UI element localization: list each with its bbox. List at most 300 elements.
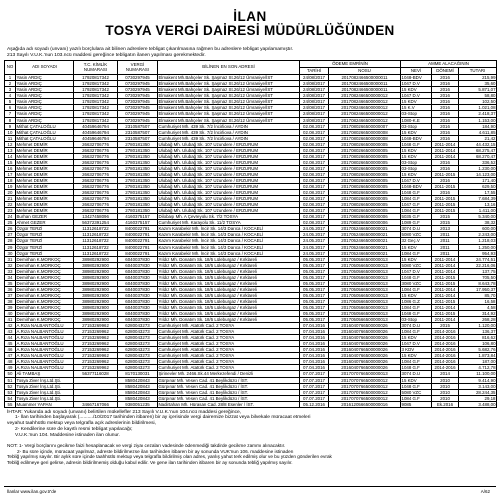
cell-number: 2017050566500000013 — [329, 256, 401, 262]
cell-amount: 5.871,07 — [459, 87, 497, 93]
cell-tckn: 27153269962 — [74, 341, 118, 347]
cell-amount: 336,52 — [459, 159, 497, 165]
cell-type: 1047 G.F — [401, 202, 432, 208]
cell-amount: 4,58 — [459, 304, 497, 310]
cell-tckn: 11312618722 — [74, 250, 118, 256]
cell-address: Ulubağ Mh. Ulubağ Sk. 107 Uzundere / ERZURUM — [158, 196, 300, 202]
cell-period: 2011 — [432, 250, 459, 256]
page — [4, 4, 496, 496]
footer-code: A/62 — [480, 489, 490, 494]
cell-tckn: 26632706776 — [74, 190, 118, 196]
cell-name: Mehmet DEMİR — [16, 208, 74, 214]
cell-period: 2016 — [432, 165, 459, 171]
cell-date: 24/08/2017 — [300, 105, 329, 111]
cell-vkn: 6040037830 — [118, 280, 158, 286]
cell-number: 2017050566500000013 — [329, 298, 401, 304]
cell-tckn: 26632706776 — [74, 147, 118, 153]
cell-amount: 17,55 — [459, 190, 497, 196]
cell-vkn: 2780181350 — [118, 141, 158, 147]
cell-number: 2017080266500000005 — [329, 141, 401, 147]
cell-vkn: 6040037830 — [118, 317, 158, 323]
cell-type: 1047 D.V — [401, 341, 432, 347]
cell-name: Mehmet DEMİR — [16, 202, 74, 208]
cell-type: 1047 D.V — [401, 81, 432, 87]
note-line: NOT: 1- Vergi borçlarını gecikme faizi hesaplanacak ve vergi ziyaı cezaları vadesinde ödenmediği takdirde gecikme zammı alınacaktır. — [7, 443, 286, 449]
cell-number: 2017082466500000012 — [329, 99, 401, 105]
cell-name: Demirhan K.MORKOÇ — [16, 280, 74, 286]
cell-tckn: 26632706776 — [74, 202, 118, 208]
cell-amount: 629,50 — [459, 184, 497, 190]
cell-number: 2017080266500000005 — [329, 177, 401, 183]
cell-type: 15 K.V — [401, 105, 432, 111]
cell-name: A.Rıza NALBANTOĞLU — [16, 347, 74, 353]
cell-date: 07.04.2016 — [300, 335, 329, 341]
cell-period: 2016 — [432, 123, 459, 129]
cell-period: 2010 — [432, 377, 459, 383]
cell-amount: 58,80 — [459, 93, 497, 99]
cell-number: 2017080266500000006 — [329, 220, 401, 226]
cell-type: 15 KDV — [401, 153, 432, 159]
cell-number: 2016040766500000026 — [329, 341, 401, 347]
cell-date: 05.05.2017 — [300, 280, 329, 286]
cell-amount: 3.488,00 — [459, 401, 497, 407]
cell-amount: 29,18 — [459, 395, 497, 401]
cell-date: 02.08.2017 — [300, 135, 329, 141]
cell-number: 2017082466500000012 — [329, 111, 401, 117]
cell-name: Demirhan K.MORKOÇ — [16, 298, 74, 304]
cell-tckn: 27153269962 — [74, 347, 118, 353]
cell-amount: 268,28 — [459, 317, 497, 323]
cell-type: 1048 G.F — [401, 365, 432, 371]
cell-period: 2014-2016 — [432, 335, 459, 341]
cell-vkn: 2780181350 — [118, 184, 158, 190]
cell-type: 1048 G.F — [401, 311, 432, 317]
cell-tckn: 26632706776 — [74, 165, 118, 171]
cell-amount: 11.100,00 — [459, 371, 497, 377]
cell-no: 4 — [5, 93, 16, 99]
cell-name: A.Rıza NALBANTOĞLU — [16, 329, 74, 335]
cell-amount: 1.411,00 — [459, 208, 497, 214]
cell-vkn: 0730297945 — [118, 105, 158, 111]
cell-vkn: 0730297945 — [118, 117, 158, 123]
cell-vkn: 8580420843 — [118, 395, 158, 401]
cell-address: Yıldız Mh. Donatım Sk. 18/5 Lüleburgaz / Kırklareli — [158, 286, 300, 292]
cell-type: 5035 G.F — [401, 214, 432, 220]
cell-period: 2014-2016 — [432, 353, 459, 359]
cell-amount: 5.682,76 — [459, 347, 497, 353]
cell-name: Tosya Ziver İnş.Ltd.Şti. — [16, 395, 74, 401]
cell-no: 25 — [5, 220, 16, 226]
cell-address: Elmakent Mh.Bahçeler Sk. Şaşmaz St.26/12 Ümraniye/İST — [158, 105, 300, 111]
cell-vkn: 2780181350 — [118, 159, 158, 165]
cell-date: 05.05.2017 — [300, 286, 329, 292]
cell-address: Cumhuriyet Mh. 439 Sk. 7/2 İncirliova / AYDIN — [158, 123, 300, 129]
cell-type: 03-Stop — [401, 165, 432, 171]
cell-period: 2016 — [432, 190, 459, 196]
cell-type: 5080 VZC — [401, 262, 432, 268]
cell-number: 2017080266500000005 — [329, 184, 401, 190]
cell-name: Mithat ÇATALOĞLU — [16, 129, 74, 135]
warning-line: V.U.K.'nun 104. Maddesine istinaden ilan olunur. — [15, 432, 120, 438]
cell-date: 07.07.2017 — [300, 371, 329, 377]
cell-address: Ulubağ Mh. Ulubağ Sk. 107 Uzundere / ERZURUM — [158, 165, 300, 171]
cell-tckn: 26632706776 — [74, 159, 118, 165]
cell-type: 1047 D.V — [401, 268, 432, 274]
cell-tckn: 40459646794 — [74, 135, 118, 141]
cell-tckn: 38980292900 — [74, 262, 118, 268]
cell-amount: 68.270,47 — [459, 153, 497, 159]
cell-amount: 2.418,37 — [459, 111, 497, 117]
cell-date: 07.07.2017 — [300, 395, 329, 401]
cell-date: 05.05.2017 — [300, 317, 329, 323]
cell-vkn: 9380051235 — [118, 401, 158, 407]
warning-line: İHTAR: Yukarıda adı soyadı (unvanı) belirtilen mükellefler 213 Sayılı V.U.K.'nun 104.ncü maddesi gereğince, — [7, 409, 242, 415]
cell-type: 1086 G.Z — [401, 298, 432, 304]
cell-address: Yıldız Mh. Donatım Sk. 18/5 Lüleburgaz / Kırklareli — [158, 292, 300, 298]
cell-type: 1048-BDV — [401, 75, 432, 81]
cell-name: A.Rıza NALBANTOĞLU — [16, 359, 74, 365]
cell-type: 5080 VZC — [401, 389, 432, 395]
cell-name: A.Rıza NALBANTOĞLU — [16, 353, 74, 359]
cell-name: Mehmet DEMİR — [16, 171, 74, 177]
cell-amount: 17.950,37 — [459, 286, 497, 292]
cell-type: 1047 D.V — [401, 93, 432, 99]
cell-no: 21 — [5, 196, 16, 202]
cell-type: 1084 G.F — [401, 304, 432, 310]
cell-date: 02.08.2017 — [300, 171, 329, 177]
cell-number: 2017070766500000012 — [329, 389, 401, 395]
cell-amount: 8.643,78 — [459, 280, 497, 286]
cell-no: 3 — [5, 87, 16, 93]
cell-name: Demirhan K.MORKOÇ — [16, 256, 74, 262]
cell-type: 5080 VZC — [401, 232, 432, 238]
cell-vkn: 2780181350 — [118, 177, 158, 183]
cell-period: 2011-2014 — [432, 153, 459, 159]
cell-type: 15 KDV — [401, 377, 432, 383]
notes-block — [4, 443, 496, 465]
cell-address: Cumhuriyet Mh. Atatürk Cad. 2 TOSYA — [158, 341, 300, 347]
cell-date: 05.05.2017 — [300, 256, 329, 262]
cell-name: Mehmet DEMİR — [16, 147, 74, 153]
cell-no: 52 — [5, 383, 16, 389]
cell-no: 8 — [5, 117, 16, 123]
cell-number: 2017080266500000005 — [329, 202, 401, 208]
cell-no: 50 — [5, 371, 16, 377]
cell-date: 24.05.2017 — [300, 238, 329, 244]
cell-period: 2016 — [432, 135, 459, 141]
cell-no: 2 — [5, 81, 16, 87]
warning-line: 1- İlan tarihinden başlayarak (........../10/2017 tarihinden itibaren) bir ay içerisinde vergi dairemize bizzat veya bilvekale müracaat etmeleri — [15, 415, 311, 421]
cell-number: 2016040766500000026 — [329, 323, 401, 329]
group-header-payment-order: ÖDEME EMRİNİN — [300, 61, 401, 68]
cell-no: 49 — [5, 365, 16, 371]
cell-no: 55 — [5, 401, 16, 407]
cell-name: Ali TAMBAŞ — [16, 371, 74, 377]
cell-period: 2011-2015 — [432, 184, 459, 190]
col-header-period: DÖNEMİ — [432, 68, 459, 75]
cell-number: 2016040766500000026 — [329, 359, 401, 365]
cell-date: 07.07.2017 — [300, 383, 329, 389]
cell-address: Kazım Karabekir Mh. İncir Sk. 14/3 Darıca / KOCAELİ — [158, 226, 300, 232]
cell-vkn: 8580420843 — [118, 389, 158, 395]
cell-vkn: 8580420843 — [118, 377, 158, 383]
cell-address: Gürpınar Mh. Vesen Cad. 41 Beylikdüzü / İST. — [158, 395, 300, 401]
cell-period: 2014 — [432, 371, 459, 377]
cell-period: 2011 — [432, 244, 459, 250]
cell-amount: 2.243,00 — [459, 232, 497, 238]
cell-number: 2017050566500000013 — [329, 280, 401, 286]
cell-date: 07.07.2017 — [300, 377, 329, 383]
cell-date: 24.05.2017 — [300, 250, 329, 256]
cell-number: 2017080266500000005 — [329, 208, 401, 214]
cell-date: 24/08/2017 — [300, 117, 329, 123]
cell-tckn: 17920817342 — [74, 111, 118, 117]
cell-date: 24.05.2017 — [300, 244, 329, 250]
cell-address: Ulubağ Mh. Ulubağ Sk. 107 Uzundere / ERZURUM — [158, 147, 300, 153]
cell-vkn: 2780181350 — [118, 171, 158, 177]
cell-vkn: 2310587507 — [118, 135, 158, 141]
cell-number: 2017050566500000013 — [329, 262, 401, 268]
cell-date: 05.05.2017 — [300, 274, 329, 280]
cell-number: 2017050566500000013 — [329, 311, 401, 317]
cell-period: 2011-2014 — [432, 286, 459, 292]
cell-address: Ulubağ Mh. Ulubağ Sk. 107 Uzundere / ERZURUM — [158, 141, 300, 147]
cell-type: 1084 G.F — [401, 286, 432, 292]
cell-date: 24.05.2017 — [300, 226, 329, 232]
cell-vkn: 6280043273 — [118, 323, 158, 329]
cell-type: 03-Stop — [401, 123, 432, 129]
cell-period: 2011-2015 — [432, 298, 459, 304]
cell-name: Burhan GEZER — [16, 214, 74, 220]
cell-number: 2017052466500000021 — [329, 238, 401, 244]
warning-line: 2- Kendilerine süre de kayıtlı resmi tebligat yapılacağı; — [15, 426, 133, 432]
cell-date: 02.08.2017 — [300, 159, 329, 165]
cell-period: 2011-2015 — [432, 208, 459, 214]
cell-type: 3074 D.U — [401, 371, 432, 377]
cell-name: Demirhan K.MORKOÇ — [16, 274, 74, 280]
cell-number: 2016040766500000026 — [329, 353, 401, 359]
cell-address: Ulubağ Mh. Ulubağ Sk. 107 Uzundere / ERZURUM — [158, 208, 300, 214]
cell-number: 2017050566500000013 — [329, 286, 401, 292]
cell-no: 28 — [5, 238, 16, 244]
cell-period: 2011 — [432, 238, 459, 244]
cell-tckn: 27153269962 — [74, 335, 118, 341]
cell-number: 2017082466500000012 — [329, 117, 401, 123]
cell-address: Yıldız Mh. Donatım Sk. 18/5 Lüleburgaz / Kırklareli — [158, 268, 300, 274]
cell-no: 24 — [5, 214, 16, 220]
cell-vkn: 6280043273 — [118, 353, 158, 359]
cell-vkn: 6280043273 — [118, 365, 158, 371]
cell-tckn: 11312618722 — [74, 232, 118, 238]
cell-type: 1084 G.F — [401, 329, 432, 335]
cell-date: 07.04.2016 — [300, 341, 329, 347]
cell-period: 2016 — [432, 159, 459, 165]
cell-number: 2017050566500000013 — [329, 304, 401, 310]
cell-address: Cumhuriyet Mh. Atatürk Cad. 2 TOSYA — [158, 365, 300, 371]
cell-number: 2017080266500000005 — [329, 196, 401, 202]
cell-tckn: 56372391254 — [74, 220, 118, 226]
cell-no: 16 — [5, 165, 16, 171]
cell-address: Cumhuriyet Mh. Atatürk Cad. 2 TOSYA — [158, 329, 300, 335]
cell-name: Tosya Ziver İnş.Ltd.Şti. — [16, 377, 74, 383]
footer-source: İlanlar www.ilan.gov.tr'de — [7, 489, 57, 494]
cell-date: 02.08.2017 — [300, 196, 329, 202]
cell-amount: 16,58 — [459, 298, 497, 304]
cell-date: 07.04.2016 — [300, 353, 329, 359]
cell-number: 2017080266500000005 — [329, 171, 401, 177]
table-body — [5, 75, 497, 408]
cell-amount: 3.143,00 — [459, 383, 497, 389]
cell-vkn: 6040037830 — [118, 298, 158, 304]
cell-date: 02.08.2017 — [300, 220, 329, 226]
cell-vkn: 0730297945 — [118, 75, 158, 81]
cell-number: 2017050566500000013 — [329, 274, 401, 280]
cell-address: Gürpınar Mh. Vesen Cad. 41 Beylikdüzü / İST. — [158, 377, 300, 383]
cell-no: 44 — [5, 335, 16, 341]
cell-address: Cumhuriyet Mh. Atatürk Cad. 2 TOSYA — [158, 353, 300, 359]
cell-date: 05.05.2017 — [300, 292, 329, 298]
cell-amount: 35,60 — [459, 81, 497, 87]
cell-no: 54 — [5, 395, 16, 401]
cell-name: Yasin ARDIÇ — [16, 93, 74, 99]
cell-address: Nadirtahan Mh. Hürasan Cad. 28/8 Esenler / İST. — [158, 401, 300, 407]
cell-number: 2016040766500000026 — [329, 365, 401, 371]
cell-number: 2017082466500000012 — [329, 105, 401, 111]
cell-name: A.Rıza NALBANTOĞLU — [16, 341, 74, 347]
cell-number: 2017052466500000021 — [329, 244, 401, 250]
cell-tckn: 13427458096 — [74, 214, 118, 220]
cell-no: 12 — [5, 141, 16, 147]
cell-no: 29 — [5, 244, 16, 250]
cell-period: 2016 — [432, 87, 459, 93]
cell-number: 2017080266500000005 — [329, 165, 401, 171]
cell-address: Ulubağ Mh. Ulubağ Sk. 107 Uzundere / ERZURUM — [158, 153, 300, 159]
cell-type: 1048 G.F — [401, 141, 432, 147]
cell-amount: 106,80 — [459, 341, 497, 347]
cell-date: 07.04.2016 — [300, 323, 329, 329]
cell-period: 2016 — [432, 177, 459, 183]
cell-no: 48 — [5, 359, 16, 365]
cell-vkn: 2310587507 — [118, 129, 158, 135]
cell-tckn: 38980292900 — [74, 268, 118, 274]
cell-no: 34 — [5, 274, 16, 280]
cell-address: Elmakent Mh.Bahçeler Sk. Şaşmaz St.26/12 Ümraniye/İST — [158, 87, 300, 93]
cell-no: 5 — [5, 99, 16, 105]
cell-number: 2017070766500000012 — [329, 383, 401, 389]
cell-tckn: 38980292900 — [74, 256, 118, 262]
cell-vkn: 2780181350 — [118, 202, 158, 208]
cell-amount: 9.414,90 — [459, 377, 497, 383]
cell-date: 02.08.2017 — [300, 129, 329, 135]
cell-type: 3 KDV — [401, 347, 432, 353]
cell-vkn: 8580420843 — [118, 383, 158, 389]
cell-name: Mithat ÇATALOĞLU — [16, 135, 74, 141]
cell-address: Cumhuriyet Mh. 439 Sk. 7/2 İncirliova / AYDIN — [158, 135, 300, 141]
cell-address: Elmakent Mh.Bahçeler Sk. Şaşmaz St.26/12 Ümraniye/İST — [158, 111, 300, 117]
cell-tckn: 38980292900 — [74, 304, 118, 310]
cell-address: Cumhuriyet Mh. 439 Sk. 7/2 İncirliova / AYDIN — [158, 129, 300, 135]
cell-no: 40 — [5, 311, 16, 317]
cell-period: Ek.2016 — [432, 401, 459, 407]
cell-address: Yıldız Mh. Donatım Sk. 18/5 Lüleburgaz / Kırklareli — [158, 317, 300, 323]
cell-period: 2011-2014 — [432, 292, 459, 298]
cell-tckn: 38980292900 — [74, 292, 118, 298]
cell-no: 32 — [5, 262, 16, 268]
cell-amount: 1.021,08 — [459, 105, 497, 111]
cell-address: Elmakent Mh.Bahçeler Sk. Şaşmaz St.26/12 Ümraniye/İST — [158, 75, 300, 81]
cell-period: 2011-2014 — [432, 141, 459, 147]
cell-no: 15 — [5, 159, 16, 165]
cell-address: Ulubağ Mh. Ulubağ Sk. 107 Uzundere / ERZURUM — [158, 159, 300, 165]
cell-date: 02.08.2017 — [300, 147, 329, 153]
cell-address: Elmakent Mh.Bahçeler Sk. Şaşmaz St.26/12 Ümraniye/İST — [158, 81, 300, 87]
cell-type: 15 KDV — [401, 99, 432, 105]
cell-period: 2011-2015 — [432, 274, 459, 280]
col-header-no: NO — [5, 61, 16, 75]
cell-date: 02.08.2017 — [300, 184, 329, 190]
cell-name: Özgür TERZİ — [16, 238, 74, 244]
cell-period: 2016 — [432, 81, 459, 87]
cell-number: 2017080266500000007 — [329, 123, 401, 129]
cell-name: Mehmet DEMİR — [16, 177, 74, 183]
cell-type: 3074 D.U — [401, 226, 432, 232]
cell-type: 1048 G.F — [401, 274, 432, 280]
cell-type: 15 KDV — [401, 147, 432, 153]
cell-period: 2014-2016 — [432, 347, 459, 353]
cell-no: 19 — [5, 184, 16, 190]
cell-amount: 85,70 — [459, 292, 497, 298]
cell-vkn: 6040037830 — [118, 262, 158, 268]
cell-name: Demirhan K.MORKOÇ — [16, 268, 74, 274]
cell-amount: 22.216,06 — [459, 262, 497, 268]
col-header-number: NOSU — [329, 68, 401, 75]
cell-address: Elmakent Mh.Bahçeler Sk. Şaşmaz St.26/12 Ümraniye/İST — [158, 99, 300, 105]
cell-type: 9085 — [401, 401, 432, 407]
cell-date: 24/08/2017 — [300, 81, 329, 87]
cell-no: 22 — [5, 202, 16, 208]
cell-amount: 1.153,00 — [459, 117, 497, 123]
cell-address: Dilobaşı Mh. A Çevreyolu Sk. 7/2 TOSYA — [158, 214, 300, 220]
cell-number: 2017070766500000012 — [329, 377, 401, 383]
cell-tckn: 27153269962 — [74, 329, 118, 335]
cell-tckn: 26632706776 — [74, 177, 118, 183]
cell-number: 2016120566500000016 — [329, 401, 401, 407]
cell-type: 15 KDV — [401, 335, 432, 341]
cell-date: 02.08.2017 — [300, 190, 329, 196]
cell-amount: 7.684,39 — [459, 196, 497, 202]
cell-type: 03-Stop — [401, 159, 432, 165]
cell-name: Tosya Ziver İnş.Ltd.Şti. — [16, 389, 74, 395]
cell-address: Ulubağ Mh. Ulubağ Sk. 107 Uzundere / ERZURUM — [158, 190, 300, 196]
cell-name: Yasin ARDIÇ — [16, 105, 74, 111]
cell-address: Ulubağ Mh. Ulubağ Sk. 107 Uzundere / ERZURUM — [158, 184, 300, 190]
intro-line: Aşağıda adı soyadı (unvanı) yazılı borçlulara ait bilinen adreslere tebligat çıkarılmasına rağmen bu adreslere tebligat yapılamamıştır. — [7, 47, 294, 52]
cell-name: Muammer YAPAN — [16, 401, 74, 407]
cell-no: 46 — [5, 347, 16, 353]
group-header-receivable: AMME ALACAĞININ — [401, 61, 497, 68]
cell-amount: 1.120,00 — [459, 323, 497, 329]
col-header-name: ADI SOYADI — [16, 61, 74, 75]
cell-date: 07.07.2017 — [300, 389, 329, 395]
cell-name: Mehmet DEMİR — [16, 165, 74, 171]
cell-vkn: 8400022791 — [118, 244, 158, 250]
cell-type: 1048 G.F — [401, 190, 432, 196]
cell-address: Gürpınar Mh. Vesen Cad. 41 Beylikdüzü / İST. — [158, 383, 300, 389]
cell-type: 1047 D.V — [401, 177, 432, 183]
cell-name: Ahmet GEZER — [16, 220, 74, 226]
cell-type: 3080 VZC — [401, 280, 432, 286]
cell-amount: 28.244,35 — [459, 389, 497, 395]
